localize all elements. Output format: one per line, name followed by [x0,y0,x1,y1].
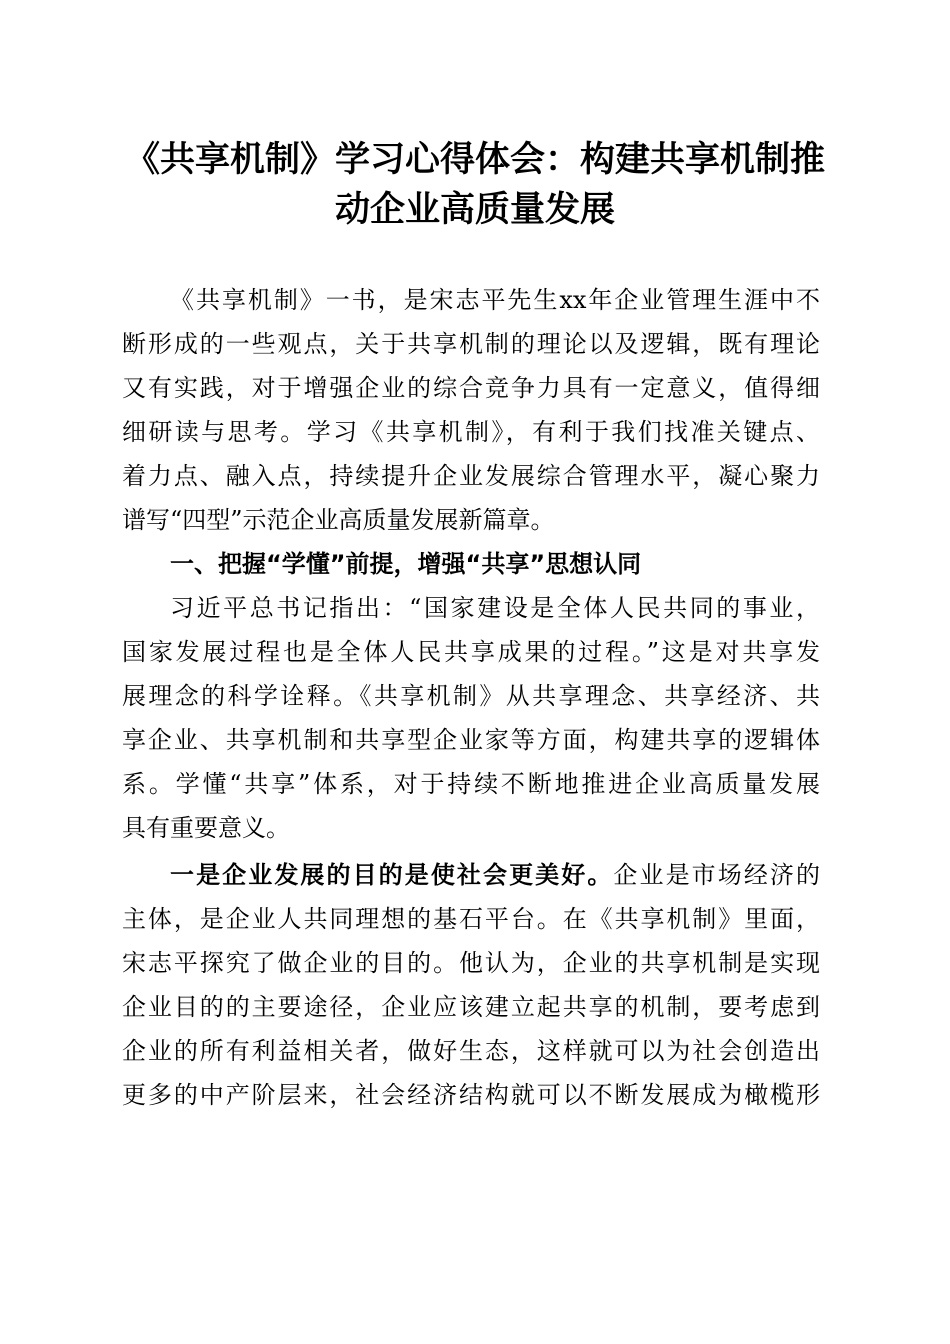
text-line: 更多的中产阶层来，社会经济结构就可以不断发展成为橄榄形 [122,1081,820,1109]
text-line: 展理念的科学诠释。《共享机制》从共享理念、共享经济、共 [122,682,820,710]
text-span: 企业是市场经济的 [613,861,820,889]
text-line: 又有实践，对于增强企业的综合竞争力具有一定意义，值得细 [122,374,820,402]
text-line: 断形成的一些观点，关于共享机制的理论以及逻辑，既有理论 [122,330,820,358]
lead-sentence: 一是企业发展的目的是使社会更美好。 [170,860,614,889]
text-line: 主体，是企业人共同理想的基石平台。在《共享机制》里面， [122,905,820,933]
text-line: 企业目的的主要途径，企业应该建立起共享的机制，要考虑到 [122,993,820,1021]
text-line: 宋志平探究了做企业的目的。他认为，企业的共享机制是实现 [122,949,820,977]
text-line: 具有重要意义。 [122,814,290,842]
title-line-1: 《共享机制》学习心得体会：构建共享机制推 [124,140,825,180]
text-line: 《共享机制》一书，是宋志平先生xx年企业管理生涯中不 [170,286,820,314]
section-heading: 一、把握“学懂”前提，增强“共享”思想认同 [170,550,642,578]
text-line: 习近平总书记指出：“国家建设是全体人民共同的事业， [170,594,820,622]
text-line: 系。学懂“共享”体系，对于持续不断地推进企业高质量发展 [122,770,820,798]
text-line [122,853,820,897]
text-line: 谱写“四型”示范企业高质量发展新篇章。 [122,506,555,534]
text-line: 着力点、融入点，持续提升企业发展综合管理水平，凝心聚力 [122,462,820,490]
text-line: 国家发展过程也是全体人民共享成果的过程。”这是对共享发 [122,638,820,666]
text-line: 享企业、共享机制和共享型企业家等方面，构建共享的逻辑体 [122,726,820,754]
paragraph-point-one [122,853,820,1117]
title-line-2: 动企业高质量发展 [334,190,615,230]
text-line: 细研读与思考。学习《共享机制》，有利于我们找准关键点、 [122,418,820,446]
paragraph-intro [122,278,820,850]
text-line: 企业的所有利益相关者，做好生态，这样就可以为社会创造出 [122,1037,820,1065]
